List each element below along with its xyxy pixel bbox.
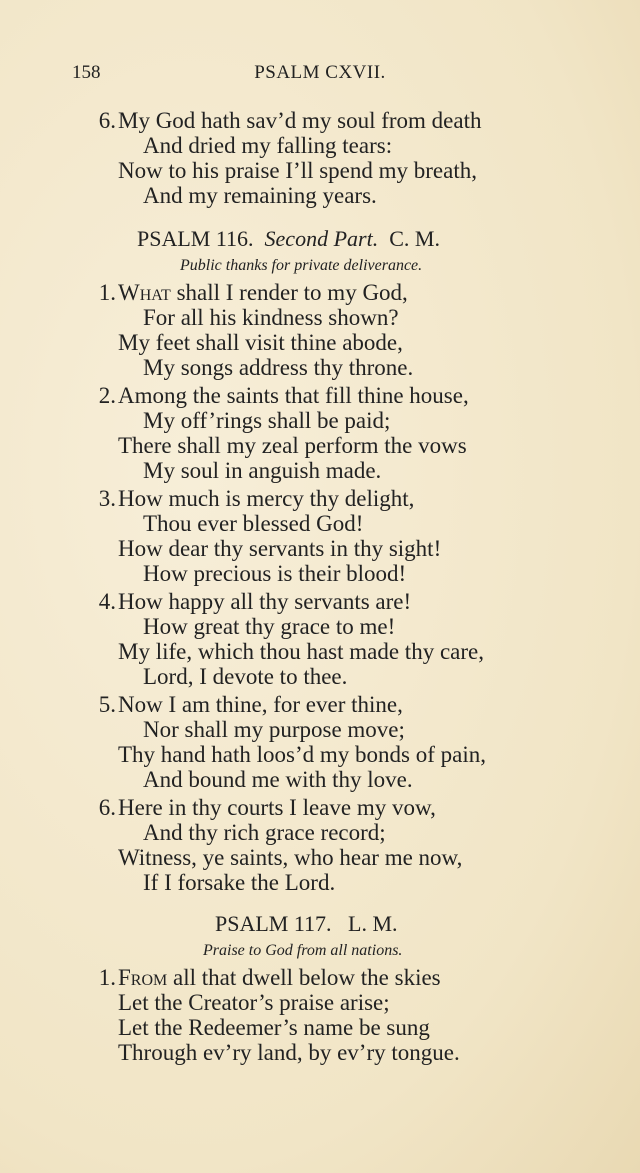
stanza-line: How great thy grace to me! [143,614,396,639]
stanza-line: My life, which thou hast made thy care, [118,639,484,664]
stanza-line: 6. My God hath sav’d my soul from death [98,108,482,133]
stanza-line: My off’rings shall be paid; [143,408,391,433]
psalm-subtitle: Public thanks for private deliverance. [180,257,423,274]
stanza-line: Nor shall my purpose move; [143,717,405,742]
stanza-line: 5. Now I am thine, for ever thine, [98,692,403,717]
stanza-line: Let the Redeemer’s name be sung [118,1015,430,1040]
stanza-line: Through ev’ry land, by ev’ry tongue. [118,1040,460,1065]
stanza-line: If I forsake the Lord. [143,870,336,895]
stanza-line: Let the Creator’s praise arise; [118,990,390,1015]
stanza-line: And thy rich grace record; [143,820,386,845]
stanza-line: Now to his praise I’ll spend my breath, [118,158,477,183]
running-title: PSALM CXVII. [254,62,386,83]
stanza-line: 4. How happy all thy servants are! [98,589,412,614]
running-header [0,62,640,92]
stanza-line: There shall my zeal perform the vows [118,433,467,458]
stanza-number: 6. [98,108,116,133]
stanza-line: How dear thy servants in thy sight! [118,536,442,561]
stanza-line: Thy hand hath loos’d my bonds of pain, [118,742,486,767]
stanza-line: 1. From all that dwell below the skies [98,965,441,990]
stanza-line: And my remaining years. [143,183,377,208]
stanza-line: And dried my falling tears: [143,133,393,158]
stanza-line: For all his kindness shown? [143,305,399,330]
stanza-line: Thou ever blessed God! [143,511,364,536]
psalm-heading: PSALM 116. Second Part. C. M. [137,226,440,251]
stanza-line: My songs address thy throne. [143,355,414,380]
stanza-line: How precious is their blood! [143,561,407,586]
stanza-line: Lord, I devote to thee. [143,664,348,689]
page-number: 158 [72,62,101,83]
stanza-line: 1. What shall I render to my God, [98,280,408,305]
stanza-line: 2. Among the saints that fill thine house, [98,383,469,408]
stanza-line: 3. How much is mercy thy delight, [98,486,415,511]
stanza-line: And bound me with thy love. [143,767,413,792]
psalm-heading: PSALM 117. L. M. [215,911,398,936]
psalm-subtitle: Praise to God from all nations. [203,942,403,959]
stanza-line: My feet shall visit thine abode, [118,330,403,355]
stanza-line: Witness, ye saints, who hear me now, [118,845,463,870]
stanza-line: My soul in anguish made. [143,458,382,483]
stanza-line: 6. Here in thy courts I leave my vow, [98,795,436,820]
